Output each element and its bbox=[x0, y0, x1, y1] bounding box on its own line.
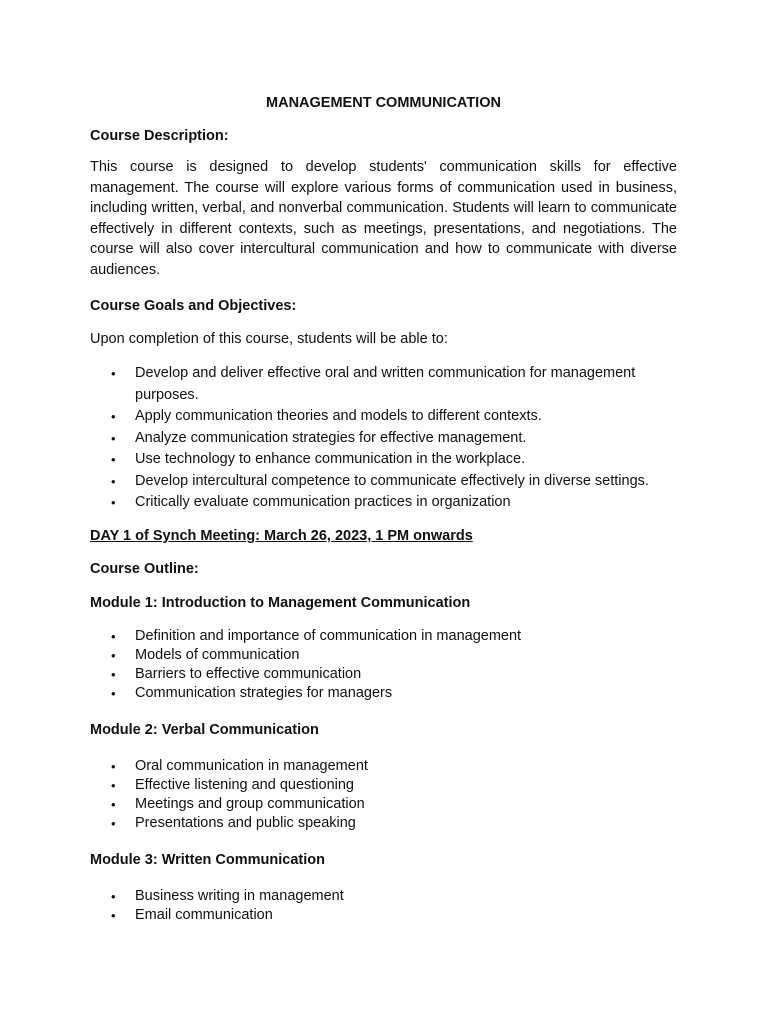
module-3-list bbox=[90, 887, 677, 925]
bullet-icon: • bbox=[111, 797, 116, 812]
meeting-date-line: DAY 1 of Synch Meeting: March 26, 2023, 1 PM onwards bbox=[90, 528, 473, 544]
bullet-icon: • bbox=[111, 473, 116, 489]
module-1-list bbox=[90, 627, 677, 703]
list-item bbox=[90, 906, 677, 925]
module-item-text: Effective listening and questioning bbox=[135, 777, 354, 793]
bullet-icon: • bbox=[111, 366, 116, 381]
module-item-text: Presentations and public speaking bbox=[135, 815, 356, 831]
bullet-icon: • bbox=[111, 816, 116, 831]
module-item-text: Meetings and group communication bbox=[135, 796, 365, 812]
bullet-icon: • bbox=[111, 629, 116, 644]
course-outline-heading: Course Outline: bbox=[90, 561, 199, 577]
list-item bbox=[90, 627, 677, 646]
module-2-title: Module 2: Verbal Communication bbox=[90, 722, 319, 738]
goal-text: Analyze communication strategies for effective management. bbox=[135, 429, 527, 446]
bullet-icon: • bbox=[111, 452, 116, 467]
list-item bbox=[90, 406, 677, 428]
bullet-icon: • bbox=[111, 778, 116, 793]
goal-text: Develop intercultural competence to communicate effectively in diverse settings. bbox=[135, 472, 649, 489]
list-item bbox=[90, 887, 677, 906]
module-item-text: Definition and importance of communication in management bbox=[135, 628, 522, 644]
list-item bbox=[90, 428, 677, 450]
goals-heading: Course Goals and Objectives: bbox=[90, 298, 297, 314]
goal-text: Apply communication theories and models to different contexts. bbox=[135, 408, 542, 424]
list-item bbox=[90, 665, 677, 684]
list-item bbox=[90, 814, 677, 833]
bullet-icon: • bbox=[111, 667, 116, 682]
list-item bbox=[90, 363, 677, 406]
bullet-icon: • bbox=[111, 409, 116, 424]
module-item-text: Barriers to effective communication bbox=[135, 666, 362, 682]
course-description-text: This course is designed to develop students' communication skills for effective management. The course will explore various forms of communication used in business, including written, verbal, and nonverbal communication. Students will learn to communicate effectively in different contexts, such as meetings, presentations, and negotiations. The course will also cover intercultural communication and how to communicate with diverse audiences. bbox=[90, 159, 677, 278]
module-1-title: Module 1: Introduction to Management Communication bbox=[90, 595, 471, 611]
goals-list bbox=[90, 363, 677, 514]
bullet-icon: • bbox=[111, 759, 116, 774]
list-item bbox=[90, 795, 677, 814]
list-item bbox=[90, 776, 677, 795]
module-item-text: Email communication bbox=[135, 907, 273, 923]
list-item bbox=[90, 646, 677, 665]
goal-text: Develop and deliver effective oral and written communication for management purposes. bbox=[135, 365, 636, 403]
bullet-icon: • bbox=[111, 908, 116, 923]
list-item bbox=[90, 492, 677, 514]
bullet-icon: • bbox=[111, 648, 116, 663]
bullet-icon: • bbox=[111, 430, 116, 446]
goals-intro: Upon completion of this course, students will be able to: bbox=[90, 331, 448, 347]
module-item-text: Communication strategies for managers bbox=[135, 685, 393, 701]
goal-text: Use technology to enhance communication in the workplace. bbox=[135, 451, 526, 467]
module-item-text: Models of communication bbox=[135, 647, 300, 663]
document-title: MANAGEMENT COMMUNICATION bbox=[266, 95, 501, 111]
bullet-icon: • bbox=[111, 495, 116, 510]
bullet-icon: • bbox=[111, 686, 116, 701]
bullet-icon: • bbox=[111, 889, 116, 904]
goal-text: Critically evaluate communication practices in organization bbox=[135, 494, 511, 510]
list-item bbox=[90, 449, 677, 471]
module-3-title: Module 3: Written Communication bbox=[90, 852, 325, 868]
list-item bbox=[90, 757, 677, 776]
list-item bbox=[90, 684, 677, 703]
list-item bbox=[90, 471, 677, 493]
course-description-heading: Course Description: bbox=[90, 128, 229, 144]
module-item-text: Oral communication in management bbox=[135, 758, 368, 774]
module-item-text: Business writing in management bbox=[135, 888, 344, 904]
module-2-list bbox=[90, 757, 677, 833]
